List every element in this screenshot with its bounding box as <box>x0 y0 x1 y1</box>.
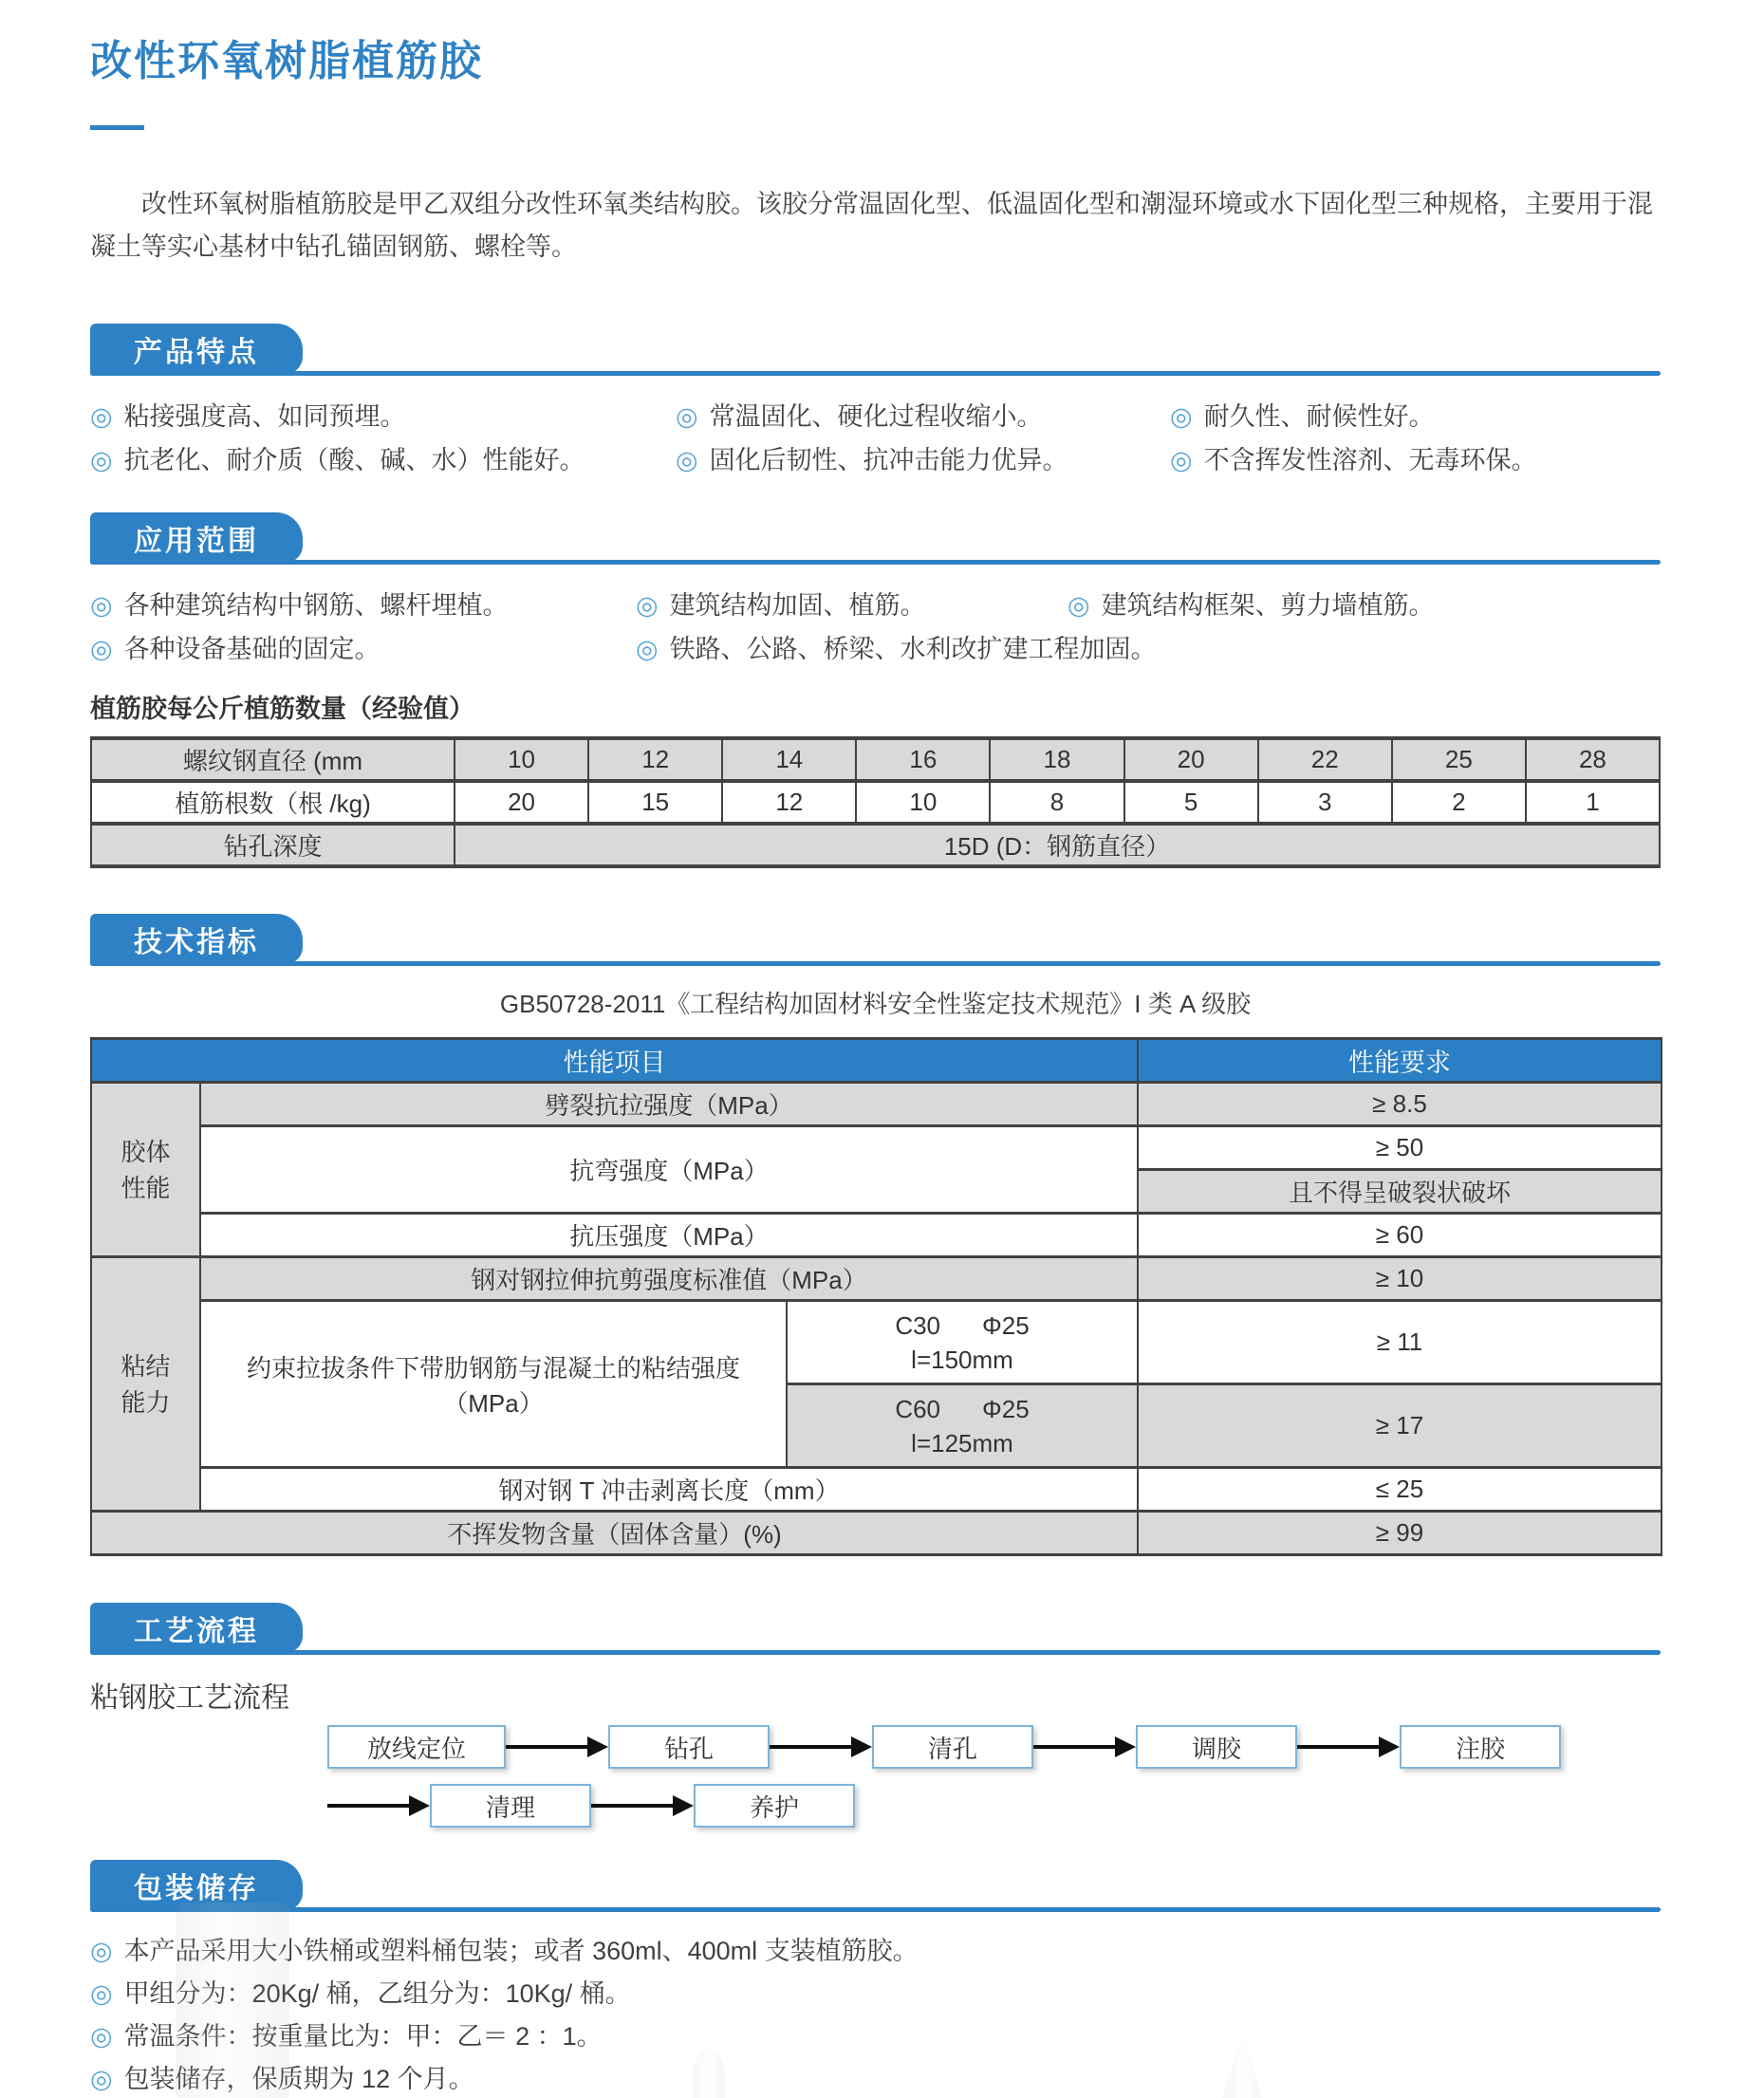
process-flow-row-2 <box>327 1784 1661 1828</box>
tech-row <box>91 1257 1662 1301</box>
tech-row <box>91 1126 1662 1170</box>
application-item <box>90 633 636 665</box>
section-title: 产品特点 <box>134 336 259 368</box>
tech-row <box>91 1083 1662 1126</box>
section-header-features <box>90 324 1661 376</box>
tech-row <box>91 1512 1662 1555</box>
packaging-item <box>90 2020 1661 2052</box>
feature-text: 常温固化、硬化过程收缩小。 <box>709 402 1043 431</box>
condition-c30: C30 Φ25 l=150mm <box>787 1301 1138 1384</box>
section-title: 工艺流程 <box>134 1615 259 1647</box>
requirement-value: ≥ 10 <box>1138 1257 1662 1301</box>
feature-item <box>1170 444 1537 476</box>
double-ring-bullet-icon: ◎ <box>90 1937 113 1965</box>
group-label-adhesive: 胶体 性能 <box>91 1083 200 1257</box>
condition-c60: C60 Φ25 l=125mm <box>787 1384 1138 1468</box>
flow-arrow-icon <box>506 1736 608 1757</box>
application-text: 铁路、公路、桥梁、水利改扩建工程加固。 <box>669 635 1157 663</box>
diameter-value: 12 <box>588 738 722 781</box>
feature-item <box>90 444 676 476</box>
diameter-value: 16 <box>856 738 990 781</box>
requirement-value: ≥ 17 <box>1138 1384 1662 1468</box>
flow-step: 清孔 <box>872 1725 1033 1769</box>
col-header-item: 性能项目 <box>91 1039 1138 1083</box>
feature-text: 耐久性、耐候性好。 <box>1203 402 1435 431</box>
diameter-value: 20 <box>1124 738 1258 781</box>
diameter-value: 22 <box>1258 738 1392 781</box>
diameter-value: 25 <box>1392 738 1526 781</box>
count-value: 15 <box>588 781 722 824</box>
double-ring-bullet-icon: ◎ <box>90 591 113 620</box>
diameter-value: 10 <box>455 738 588 781</box>
application-item <box>90 589 636 622</box>
packaging-item <box>90 1935 1661 1967</box>
rebar-count-table <box>90 736 1661 868</box>
tech-row <box>91 1301 1662 1384</box>
count-value: 8 <box>990 781 1123 824</box>
rebar-table-title: 植筋胶每公斤植筋数量（经验值） <box>90 695 474 723</box>
section-title: 应用范围 <box>134 525 259 557</box>
double-ring-bullet-icon: ◎ <box>90 1979 113 2008</box>
section-header-tech <box>90 914 1661 966</box>
double-ring-bullet-icon: ◎ <box>90 402 113 431</box>
requirement-value: ≥ 99 <box>1138 1512 1662 1555</box>
table-row-depth <box>91 824 1660 866</box>
flow-arrow-icon <box>1033 1736 1136 1757</box>
property-label: 抗弯强度（MPa） <box>200 1126 1138 1214</box>
feature-text: 粘接强度高、如同预埋。 <box>123 402 406 431</box>
features-row <box>90 444 1661 476</box>
count-value: 12 <box>722 781 856 824</box>
section-rule <box>90 371 1661 376</box>
section-title: 技术指标 <box>134 926 259 958</box>
section-rule <box>90 961 1661 966</box>
flow-step: 钻孔 <box>608 1725 770 1769</box>
tech-row <box>91 1468 1662 1512</box>
application-text: 各种建筑结构中钢筋、螺杆埋植。 <box>123 591 509 620</box>
double-ring-bullet-icon: ◎ <box>90 2022 113 2051</box>
row-label: 钻孔深度 <box>91 824 455 866</box>
section-header-applications <box>90 512 1661 565</box>
flow-step: 清理 <box>430 1784 591 1828</box>
property-label: 抗压强度（MPa） <box>200 1214 1138 1257</box>
packaging-text: 常温条件：按重量比为：甲：乙＝ 2 ：1。 <box>123 2022 603 2051</box>
application-item <box>636 633 1157 665</box>
table-row-diameter <box>91 738 1660 781</box>
section-rule <box>90 1650 1661 1655</box>
count-value: 20 <box>455 781 588 824</box>
page-title: 改性环氧树脂植筋胶 <box>90 38 483 84</box>
property-label: 不挥发物含量（固体含量）(%) <box>91 1512 1138 1555</box>
section-rule <box>90 1907 1661 1912</box>
flow-arrow-icon <box>327 1795 430 1816</box>
double-ring-bullet-icon: ◎ <box>676 446 698 474</box>
double-ring-bullet-icon: ◎ <box>1170 446 1193 474</box>
flow-step: 注胶 <box>1400 1725 1561 1769</box>
section-rule <box>90 560 1661 565</box>
features-row <box>90 400 1661 433</box>
tech-spec-table <box>90 1037 1662 1556</box>
section-header-process <box>90 1603 1661 1655</box>
count-value: 1 <box>1526 781 1660 824</box>
row-label: 植筋根数（根 /kg) <box>91 781 455 824</box>
intro-paragraph: 改性环氧树脂植筋胶是甲乙双组分改性环氧类结构胶。该胶分常温固化型、低温固化型和潮湿环境或水下固化型三种规格，主要用于混凝土等实心基材中钻孔锚固钢筋、螺栓等。 <box>90 190 1653 261</box>
group-label-bonding: 粘结 能力 <box>91 1257 200 1512</box>
packaging-item <box>90 2063 1661 2095</box>
section-badge-process <box>90 1603 303 1653</box>
packaging-text: 甲组分为：20Kg/ 桶，乙组分为：10Kg/ 桶。 <box>123 1979 631 2008</box>
packaging-list <box>90 1935 1661 2095</box>
diameter-value: 28 <box>1526 738 1660 781</box>
section-badge-features <box>90 324 303 374</box>
features-list <box>90 400 1661 476</box>
requirement-value: ≥ 50 <box>1138 1126 1662 1170</box>
table-row-counts <box>91 781 1660 824</box>
requirement-value: ≤ 25 <box>1138 1468 1662 1512</box>
section-title: 包装储存 <box>134 1872 259 1904</box>
double-ring-bullet-icon: ◎ <box>636 635 659 663</box>
application-item <box>1068 589 1435 622</box>
double-ring-bullet-icon: ◎ <box>90 446 113 474</box>
row-label: 螺纹钢直径 (mm <box>91 738 455 781</box>
property-label: 约束拉拔条件下带肋钢筋与混凝土的粘结强度 （MPa） <box>200 1301 787 1468</box>
double-ring-bullet-icon: ◎ <box>1068 591 1090 620</box>
property-label: 钢对钢拉伸抗剪强度标准值（MPa） <box>200 1257 1138 1301</box>
applications-row <box>90 589 1661 622</box>
diameter-value: 14 <box>722 738 856 781</box>
flow-step: 调胶 <box>1136 1725 1297 1769</box>
double-ring-bullet-icon: ◎ <box>1170 402 1193 431</box>
diameter-value: 18 <box>990 738 1123 781</box>
packaging-item <box>90 1977 1661 2010</box>
requirement-value: 且不得呈破裂状破坏 <box>1138 1170 1662 1214</box>
application-text: 建筑结构框架、剪力墙植筋。 <box>1101 591 1435 620</box>
process-flow-row-1 <box>327 1725 1661 1769</box>
property-label: 劈裂抗拉强度（MPa） <box>200 1083 1138 1126</box>
count-value: 3 <box>1258 781 1392 824</box>
depth-value: 15D (D：钢筋直径） <box>455 824 1660 866</box>
feature-text: 抗老化、耐介质（酸、碱、水）性能好。 <box>123 446 585 474</box>
double-ring-bullet-icon: ◎ <box>636 591 659 620</box>
application-text: 建筑结构加固、植筋。 <box>669 591 926 620</box>
section-badge-applications <box>90 512 303 563</box>
requirement-value: ≥ 60 <box>1138 1214 1662 1257</box>
packaging-text: 包装储存，保质期为 12 个月。 <box>123 2065 474 2093</box>
tech-header-row <box>91 1039 1662 1083</box>
count-value: 5 <box>1124 781 1258 824</box>
tech-row <box>91 1214 1662 1257</box>
feature-item <box>676 400 1170 433</box>
count-value: 10 <box>856 781 990 824</box>
flow-step: 养护 <box>694 1784 855 1828</box>
standard-reference: GB50728-2011《工程结构加固材料安全性鉴定技术规范》I 类 A 级胶 <box>499 990 1252 1018</box>
requirement-value: ≥ 11 <box>1138 1301 1662 1384</box>
section-header-packaging <box>90 1860 1661 1912</box>
applications-row <box>90 633 1661 665</box>
count-value: 2 <box>1392 781 1526 824</box>
flow-arrow-icon <box>591 1795 694 1816</box>
section-badge-packaging <box>90 1860 303 1910</box>
col-header-requirement: 性能要求 <box>1138 1039 1662 1083</box>
feature-item <box>1170 400 1435 433</box>
flow-arrow-icon <box>770 1736 872 1757</box>
double-ring-bullet-icon: ◎ <box>676 402 698 431</box>
property-label: 钢对钢 T 冲击剥离长度（mm） <box>200 1468 1138 1512</box>
feature-item <box>676 444 1170 476</box>
feature-text: 固化后韧性、抗冲击能力优异。 <box>709 446 1068 474</box>
double-ring-bullet-icon: ◎ <box>90 2065 113 2093</box>
application-text: 各种设备基础的固定。 <box>123 635 381 663</box>
feature-item <box>90 400 676 433</box>
flow-arrow-icon <box>1297 1736 1400 1757</box>
feature-text: 不含挥发性溶剂、无毒环保。 <box>1203 446 1537 474</box>
application-item <box>636 589 1068 622</box>
requirement-value: ≥ 8.5 <box>1138 1083 1662 1126</box>
title-underline-dash <box>90 125 144 130</box>
flow-step: 放线定位 <box>327 1725 506 1769</box>
double-ring-bullet-icon: ◎ <box>90 635 113 663</box>
section-badge-tech <box>90 914 303 964</box>
packaging-text: 本产品采用大小铁桶或塑料桶包装；或者 360ml、400ml 支装植筋胶。 <box>123 1937 919 1965</box>
applications-list <box>90 589 1661 665</box>
process-subtitle: 粘钢胶工艺流程 <box>90 1682 289 1714</box>
